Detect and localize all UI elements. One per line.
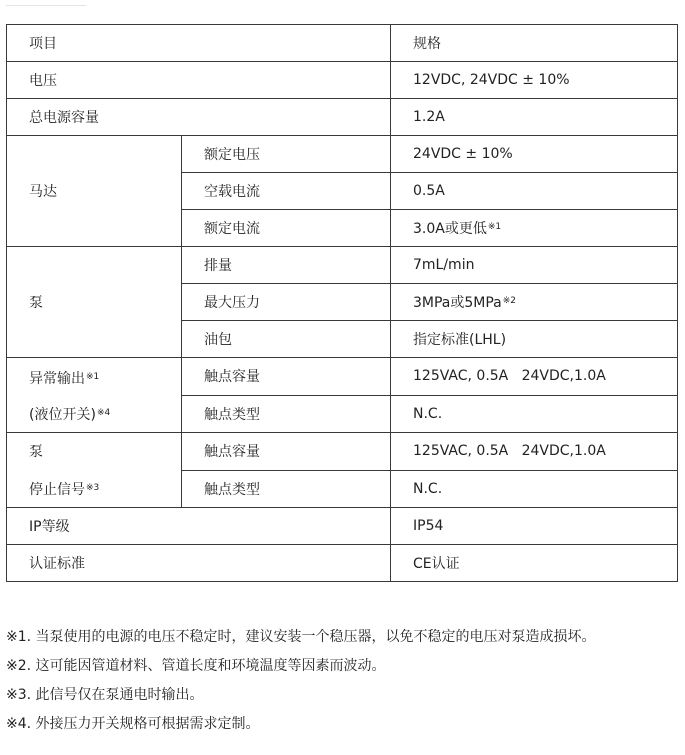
table-row <box>7 247 678 284</box>
value-text: 3.0A或更低 <box>413 221 487 237</box>
row-value: 125VAC, 0.5A 24VDC,1.0A <box>391 433 678 471</box>
row-value: 7mL/min <box>391 247 678 284</box>
row-label: 额定电压 <box>182 136 391 173</box>
header-item: 项目 <box>7 25 391 62</box>
row-value: 指定标准(LHL) <box>391 321 678 358</box>
row-value: 12VDC, 24VDC ± 10% <box>391 62 678 99</box>
group-label-line <box>7 358 181 395</box>
table-header-row <box>7 25 678 62</box>
footnote-mark: ※1 <box>86 372 100 382</box>
row-value: CE认证 <box>391 545 678 582</box>
row-value: 24VDC ± 10% <box>391 136 678 173</box>
label-text: (液位开关) <box>29 407 96 423</box>
footnote: ※4. 外接压力开关规格可根据需求定制。 <box>6 716 260 732</box>
footnote-mark: ※1 <box>487 222 502 232</box>
table-row <box>7 136 678 173</box>
footnote: ※3. 此信号仅在泵通电时输出。 <box>6 687 204 703</box>
row-value: N.C. <box>391 395 678 433</box>
label-text: 停止信号 <box>29 482 85 498</box>
row-label: 空载电流 <box>182 173 391 210</box>
spec-table <box>6 24 678 582</box>
row-value <box>391 210 678 247</box>
label-text: 泵 <box>29 444 43 460</box>
row-value: 125VAC, 0.5A 24VDC,1.0A <box>391 358 678 396</box>
table-row <box>7 62 678 99</box>
table-row <box>7 358 678 396</box>
row-value: 0.5A <box>391 173 678 210</box>
top-divider <box>6 0 86 6</box>
row-label: 认证标准 <box>7 545 391 582</box>
footnote-mark: ※4 <box>96 408 111 418</box>
row-label: IP等级 <box>7 508 391 545</box>
table-row <box>7 99 678 136</box>
footnotes <box>6 623 596 739</box>
table-row <box>7 508 678 545</box>
group-label-pump-stop <box>7 433 182 508</box>
row-label: 总电源容量 <box>7 99 391 136</box>
row-label: 油包 <box>182 321 391 358</box>
group-label-motor: 马达 <box>7 136 182 247</box>
footnote: ※2. 这可能因管道材料、管道长度和环境温度等因素而波动。 <box>6 658 386 674</box>
table-row <box>7 545 678 582</box>
footnote-mark: ※2 <box>502 296 517 306</box>
table-row <box>7 433 678 471</box>
footnote: ※1. 当泵使用的电源的电压不稳定时，建议安装一个稳压器，以免不稳定的电压对泵造成损坏。 <box>6 629 596 645</box>
footnote-mark: ※3 <box>86 483 100 493</box>
row-label: 触点容量 <box>182 433 391 471</box>
value-text: 3MPa或5MPa <box>413 295 502 311</box>
row-label: 触点容量 <box>182 358 391 396</box>
row-label: 额定电流 <box>182 210 391 247</box>
row-value: IP54 <box>391 508 678 545</box>
header-spec: 规格 <box>391 25 678 62</box>
group-label-line <box>7 470 181 507</box>
row-value <box>391 284 678 321</box>
label-text: 异常输出 <box>29 371 85 387</box>
row-label: 最大压力 <box>182 284 391 321</box>
group-label-line <box>7 433 181 470</box>
row-value: 1.2A <box>391 99 678 136</box>
row-label: 触点类型 <box>182 395 391 433</box>
row-value: N.C. <box>391 470 678 508</box>
row-label: 电压 <box>7 62 391 99</box>
group-label-abnormal-output <box>7 358 182 433</box>
group-label-line <box>7 395 181 432</box>
row-label: 排量 <box>182 247 391 284</box>
row-label: 触点类型 <box>182 470 391 508</box>
group-label-pump: 泵 <box>7 247 182 358</box>
